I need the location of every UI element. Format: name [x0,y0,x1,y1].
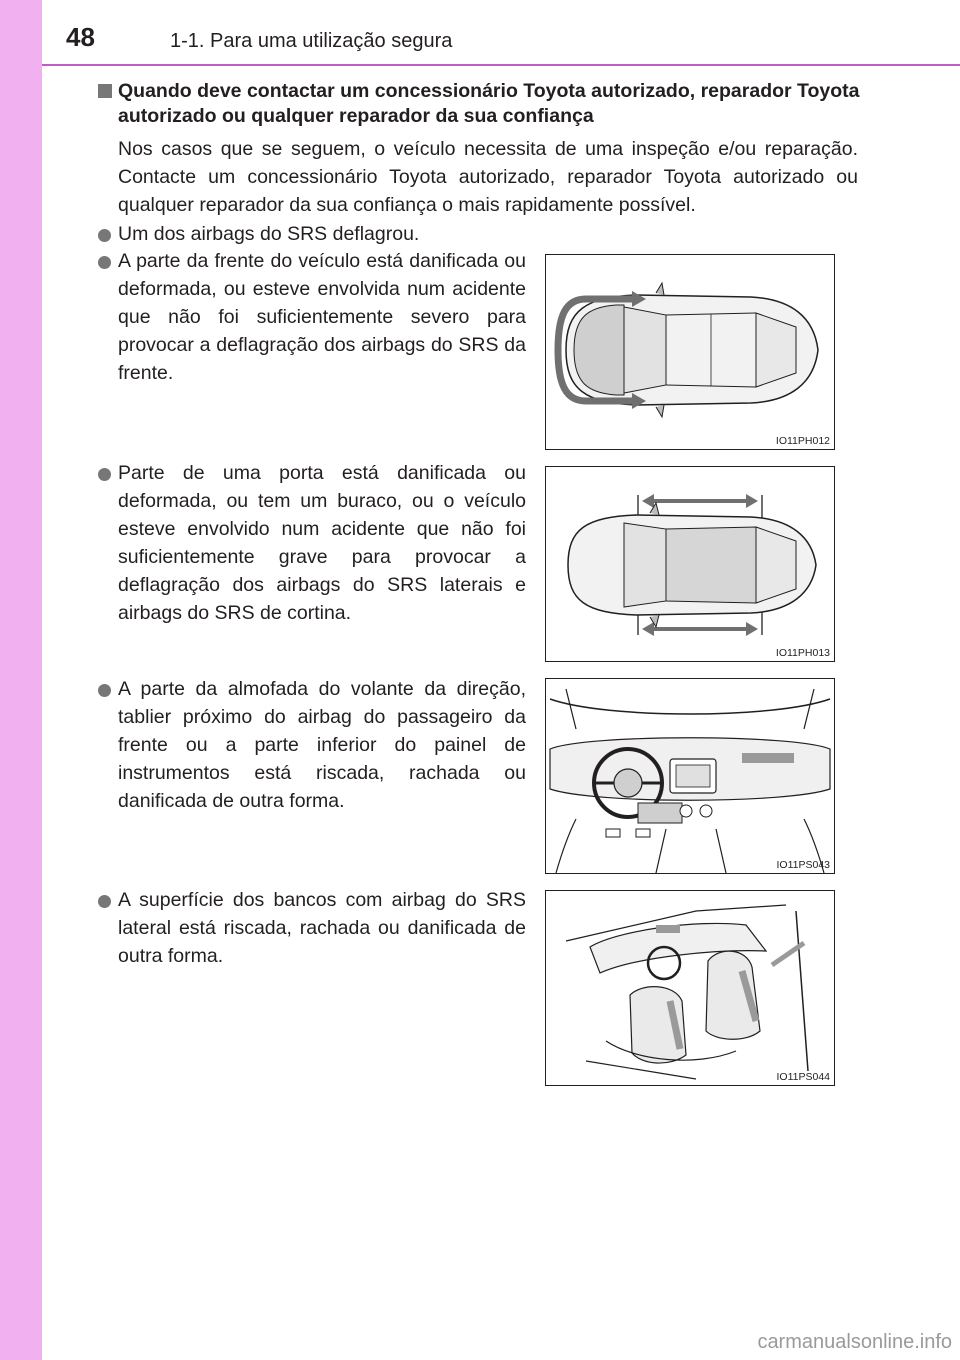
page-number: 48 [66,22,95,52]
figure-code: IO11PH013 [775,647,830,659]
bullet-circle-icon [98,468,111,481]
watermark-text: carmanualsonline.info [757,1331,952,1353]
figure-front-impact [545,254,835,450]
section-title: 1-1. Para uma utilização segura [170,30,453,52]
figure-code: IO11PH012 [775,435,830,447]
bullet-circle-icon [98,895,111,908]
dashboard-airbag-icon [546,679,834,873]
bullet-item-2: A parte da frente do veículo está danificada ou deformada, ou esteve envolvida num acidente que não foi suficientemente severo para provocar a deflagração dos airbags do SRS da frente. [118,250,526,384]
heading-square-icon [98,84,112,98]
bullet-item-1: Um dos airbags do SRS deflagrou. [118,223,420,245]
header-rule [42,64,960,66]
bullet-item-3: Parte de uma porta está danificada ou deformada, ou tem um buraco, ou o veículo esteve envolvido num acidente que não foi suficientemente grave para provocar a deflagração dos airbags do SRS laterais e airbags do SRS de cortina. [118,462,526,624]
figure-code: IO11PS043 [776,859,830,871]
bullet-circle-icon [98,229,111,242]
bullet-circle-icon [98,684,111,697]
figure-dashboard [545,678,835,874]
bullet-item-5: A superfície dos bancos com airbag do SRS lateral está riscada, rachada ou danificada de outra forma. [118,889,526,967]
seat-airbag-icon [546,891,834,1085]
bullet-circle-icon [98,256,111,269]
subsection-heading: Quando deve contactar um concessionário Toyota autorizado, reparador Toyota autorizado ou qualquer reparador da sua confiança [118,80,860,127]
chapter-tab-strip [0,0,42,1360]
intro-paragraph: Nos casos que se seguem, o veículo necessita de uma inspeção e/ou reparação. Contacte um concessionário Toyota autorizado, reparador Toyota autorizado ou qualquer reparador da sua confiança o mais rapidamente possível. [118,138,858,216]
car-front-impact-icon [546,255,834,449]
figure-seat-airbag [545,890,835,1086]
bullet-item-4: A parte da almofada do volante da direção, tablier próximo do airbag do passageiro da frente ou a parte inferior do painel de instrumentos está riscada, rachada ou danificada de outra forma. [118,678,526,812]
figure-side-impact [545,466,835,662]
figure-code: IO11PS044 [776,1071,830,1083]
car-side-impact-icon [546,467,834,661]
